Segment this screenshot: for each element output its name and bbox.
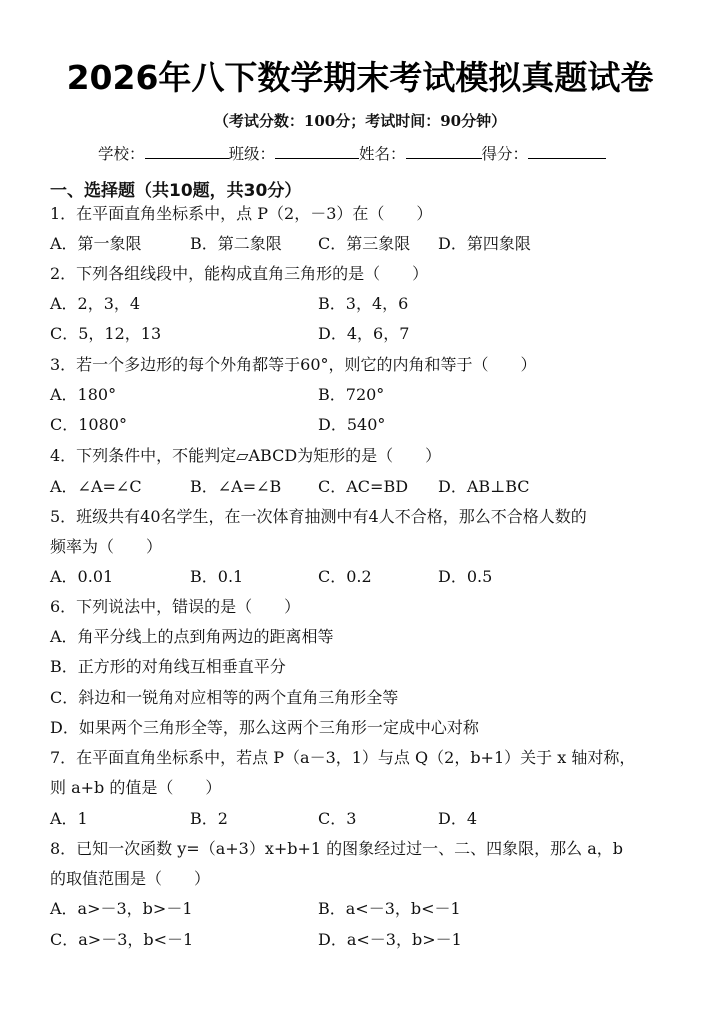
q8-option-a: A．a>－3，b>－1 (50, 899, 193, 918)
name-label: 姓名： (359, 145, 406, 163)
q2-option-a: A．2，3，4 (50, 294, 141, 313)
exam-title: 2026年八下数学期末考试模拟真题试卷 (66, 58, 654, 97)
question-2-stem: 2．下列各组线段中，能构成直角三角形的是（ ） (50, 264, 429, 283)
q7-option-c: C．3 (318, 809, 357, 828)
section-heading: 一、选择题（共10题，共30分） (50, 181, 302, 201)
score-blank (528, 144, 606, 159)
q4-option-a: A．∠A=∠C (50, 477, 142, 496)
class-label: 班级： (228, 145, 276, 163)
q1-option-b: B．第二象限 (190, 234, 282, 253)
q3-option-d: D．540° (318, 415, 386, 434)
exam-subtitle: （考试分数：100分；考试时间：90分钟） (213, 112, 507, 130)
q2-option-b: B．3，4，6 (318, 294, 409, 313)
q2-option-c: C．5，12，13 (50, 324, 162, 343)
name-blank (406, 144, 482, 159)
q6-option-d: D．如果两个三角形全等，那么这两个三角形一定成中心对称 (50, 718, 479, 737)
q4-option-d: D．AB⊥BC (438, 477, 530, 496)
q3-option-c: C．1080° (50, 415, 127, 434)
q8-option-d: D．a<－3，b>－1 (318, 930, 462, 949)
question-7-stem-line-1: 7．在平面直角坐标系中，若点 P（a－3，1）与点 Q（2，b+1）关于 x 轴对称， (50, 748, 636, 767)
q5-option-c: C．0.2 (318, 567, 372, 586)
question-8-stem-line-2: 的取值范围是（ ） (50, 869, 211, 888)
score-label: 得分： (481, 145, 529, 163)
q3-option-a: A．180° (50, 385, 117, 404)
student-info-line (98, 142, 606, 164)
q4-option-b: B．∠A=∠B (190, 477, 282, 496)
question-6-stem: 6．下列说法中，错误的是（ ） (50, 597, 301, 616)
q1-option-c: C．第三象限 (318, 234, 411, 253)
question-8-stem-line-1: 8．已知一次函数 y=（a+3）x+b+1 的图象经过过一、二、四象限，那么 a，b (50, 839, 624, 858)
q6-option-b: B．正方形的对角线互相垂直平分 (50, 657, 286, 676)
q8-option-b: B．a<－3，b<－1 (318, 899, 461, 918)
school-blank (145, 144, 229, 159)
q6-option-a: A．角平分线上的点到角两边的距离相等 (50, 627, 334, 646)
question-3-stem: 3．若一个多边形的每个外角都等于60°，则它的内角和等于（ ） (50, 355, 537, 374)
q5-option-a: A．0.01 (50, 567, 114, 586)
q6-option-c: C．斜边和一锐角对应相等的两个直角三角形全等 (50, 688, 399, 707)
q7-option-d: D．4 (438, 809, 478, 828)
q7-option-a: A．1 (50, 809, 88, 828)
question-5-stem-line-1: 5．班级共有40名学生，在一次体育抽测中有4人不合格，那么不合格人数的 (50, 507, 587, 526)
class-blank (275, 144, 359, 159)
question-1-stem: 1．在平面直角坐标系中，点 P（2，－3）在（ ） (50, 204, 433, 223)
q3-option-b: B．720° (318, 385, 385, 404)
q5-option-b: B．0.1 (190, 567, 244, 586)
school-label: 学校： (98, 145, 145, 163)
q8-option-c: C．a>－3，b<－1 (50, 930, 194, 949)
q2-option-d: D．4，6，7 (318, 324, 410, 343)
q5-option-d: D．0.5 (438, 567, 493, 586)
question-5-stem-line-2: 频率为（ ） (50, 537, 163, 556)
q4-option-c: C．AC=BD (318, 477, 409, 496)
q7-option-b: B．2 (190, 809, 228, 828)
q1-option-a: A．第一象限 (50, 234, 142, 253)
question-7-stem-line-2: 则 a+b 的值是（ ） (50, 778, 222, 797)
q1-option-d: D．第四象限 (438, 234, 531, 253)
question-4-stem: 4．下列条件中，不能判定▱ABCD为矩形的是（ ） (50, 446, 442, 465)
